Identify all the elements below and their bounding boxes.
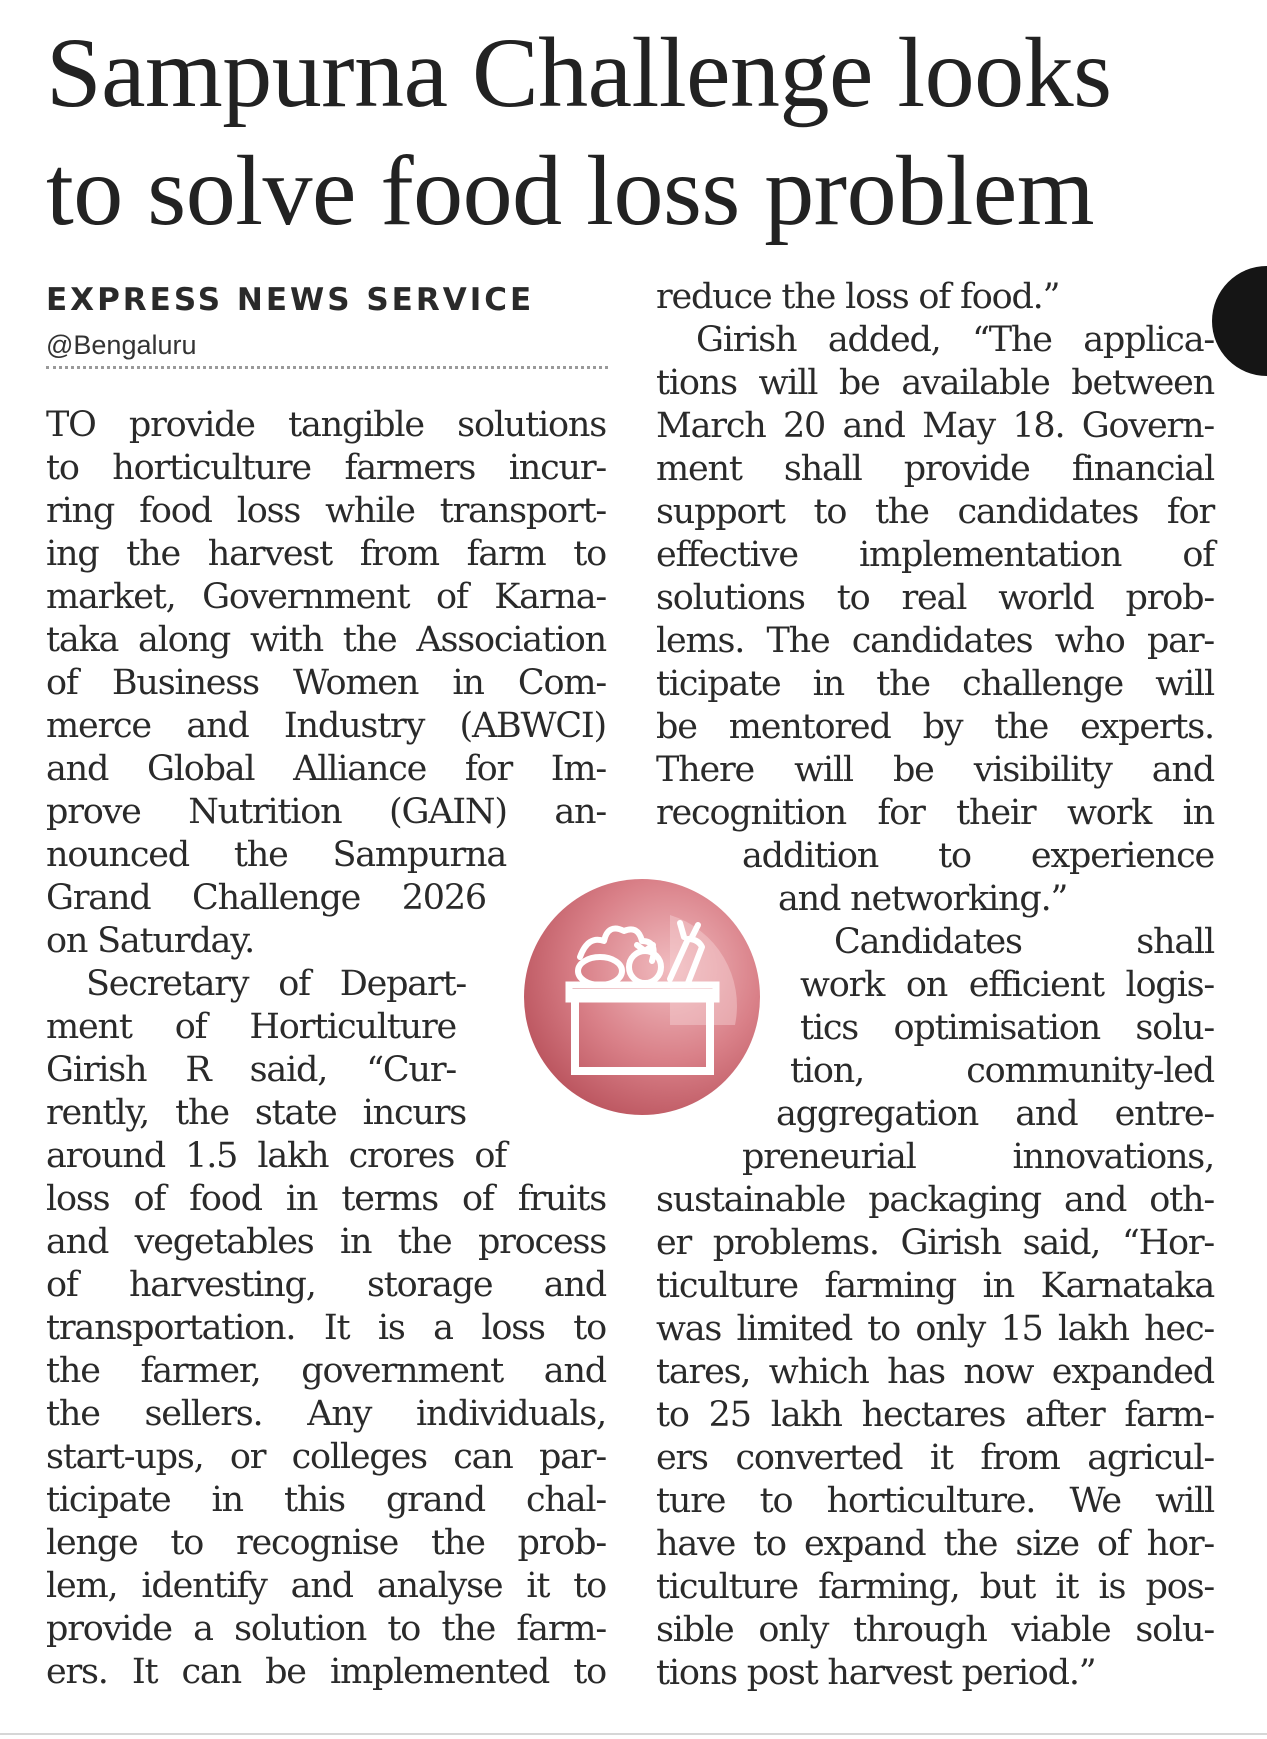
text-line: of harvesting, storage and xyxy=(46,1265,606,1305)
text-line: Candidates shall xyxy=(834,922,1214,962)
text-line: the farmer, government and xyxy=(46,1351,606,1391)
text-line: March 20 and May 18. Govern- xyxy=(656,406,1214,446)
bottom-divider xyxy=(0,1733,1267,1735)
text-line: be mentored by the experts. xyxy=(656,707,1214,747)
text-line: ticulture farming in Karnataka xyxy=(656,1266,1214,1306)
text-line: recognition for their work in xyxy=(656,793,1214,833)
text-line: transportation. It is a loss to xyxy=(46,1308,606,1348)
text-line: support to the candidates for xyxy=(656,492,1214,532)
headline xyxy=(46,14,1226,250)
text-line: to 25 lakh hectares after farm- xyxy=(656,1395,1214,1435)
text-line: ers converted it from agricul- xyxy=(656,1438,1214,1478)
text-line: ing the harvest from farm to xyxy=(46,534,606,574)
text-line: and networking.” xyxy=(778,879,1068,919)
text-line: effective implementation of xyxy=(656,535,1214,575)
text-line: er problems. Girish said, “Hor- xyxy=(656,1223,1214,1263)
text-line: tions will be available between xyxy=(656,363,1214,403)
text-line: Grand Challenge 2026 xyxy=(46,878,486,918)
byline: EXPRESS NEWS SERVICE xyxy=(46,282,535,318)
text-line: sustainable packaging and oth- xyxy=(656,1180,1214,1220)
text-line: tion, community-led xyxy=(790,1051,1214,1091)
text-line: provide a solution to the farm- xyxy=(46,1609,606,1649)
text-line: tions post harvest period.” xyxy=(656,1653,1096,1693)
text-line: lenge to recognise the prob- xyxy=(46,1523,606,1563)
text-line: around 1.5 lakh crores of xyxy=(46,1136,506,1176)
text-line: market, Government of Karna- xyxy=(46,577,606,617)
text-line: Girish added, “The applica- xyxy=(696,320,1214,360)
text-line: There will be visibility and xyxy=(656,750,1214,790)
text-line: on Saturday. xyxy=(46,921,255,961)
text-line: tics optimisation solu- xyxy=(800,1008,1214,1048)
text-line: tares, which has now expanded xyxy=(656,1352,1214,1392)
headline-line: to solve food loss problem xyxy=(46,135,1095,246)
text-line: the sellers. Any individuals, xyxy=(46,1394,606,1434)
dotted-divider xyxy=(46,366,608,369)
headline-line: Sampurna Challenge looks xyxy=(46,17,1112,128)
text-line: of Business Women in Com- xyxy=(46,663,606,703)
text-line: and Global Alliance for Im- xyxy=(46,749,606,789)
text-line: Secretary of Depart- xyxy=(86,964,466,1004)
text-line: ticipate in the challenge will xyxy=(656,664,1214,704)
text-line: prove Nutrition (GAIN) an- xyxy=(46,792,606,832)
text-line: sible only through viable solu- xyxy=(656,1610,1214,1650)
page-edge-tab xyxy=(1212,266,1267,376)
text-line: ers. It can be implemented to xyxy=(46,1652,606,1692)
text-line: to horticulture farmers incur- xyxy=(46,448,606,488)
dateline: @Bengaluru xyxy=(46,330,197,360)
text-line: addition to experience xyxy=(742,836,1214,876)
text-line: ticulture farming, but it is pos- xyxy=(656,1567,1214,1607)
text-line: solutions to real world prob- xyxy=(656,578,1214,618)
text-line: and vegetables in the process xyxy=(46,1222,606,1262)
text-line: ture to horticulture. We will xyxy=(656,1481,1214,1521)
text-line: ment shall provide financial xyxy=(656,449,1214,489)
text-line: taka along with the Association xyxy=(46,620,606,660)
text-line: ticipate in this grand chal- xyxy=(46,1480,606,1520)
text-line: ring food loss while transport- xyxy=(46,491,606,531)
text-line: Girish R said, “Cur- xyxy=(46,1050,456,1090)
text-line: work on efficient logis- xyxy=(800,965,1214,1005)
text-line: merce and Industry (ABWCI) xyxy=(46,706,606,746)
text-line: ment of Horticulture xyxy=(46,1007,456,1047)
text-line: reduce the loss of food.” xyxy=(656,277,1060,317)
produce-crate-icon xyxy=(520,875,765,1120)
text-line: was limited to only 15 lakh hec- xyxy=(656,1309,1214,1349)
text-line: TO provide tangible solutions xyxy=(46,405,606,445)
text-line: aggregation and entre- xyxy=(776,1094,1214,1134)
text-line: rently, the state incurs xyxy=(46,1093,466,1133)
text-line: preneurial innovations, xyxy=(742,1137,1214,1177)
text-line: nounced the Sampurna xyxy=(46,835,506,875)
text-line: start-ups, or colleges can par- xyxy=(46,1437,606,1477)
text-line: have to expand the size of hor- xyxy=(656,1524,1214,1564)
text-line: lem, identify and analyse it to xyxy=(46,1566,606,1606)
text-line: loss of food in terms of fruits xyxy=(46,1179,606,1219)
text-line: lems. The candidates who par- xyxy=(656,621,1214,661)
